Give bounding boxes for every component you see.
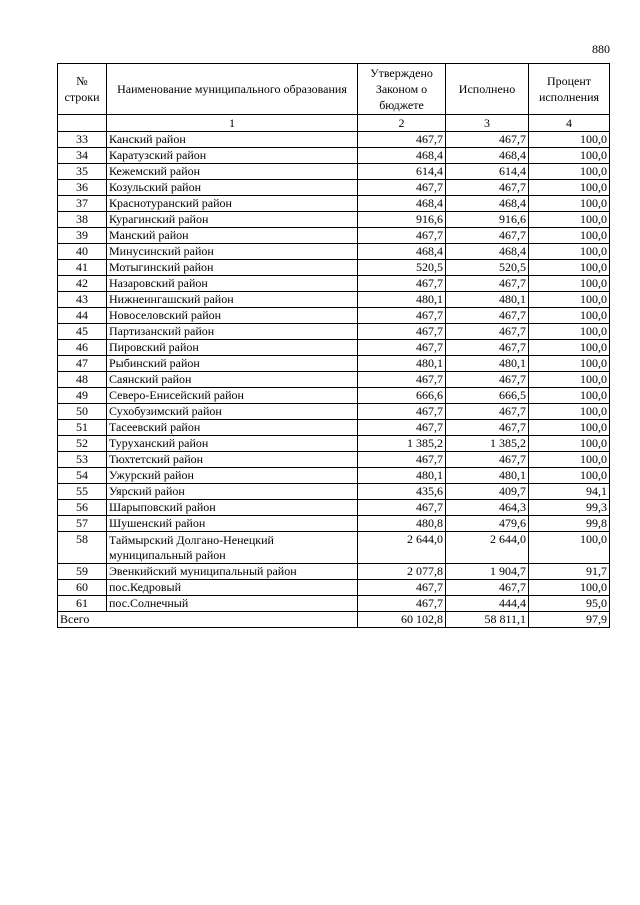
approved-value: 467,7 bbox=[358, 132, 446, 148]
table-row bbox=[58, 196, 610, 212]
approved-value: 467,7 bbox=[358, 420, 446, 436]
row-number: 51 bbox=[58, 420, 107, 436]
approved-value: 480,1 bbox=[358, 468, 446, 484]
row-number: 50 bbox=[58, 404, 107, 420]
table-row bbox=[58, 132, 610, 148]
executed-value: 480,1 bbox=[446, 468, 529, 484]
approved-value: 467,7 bbox=[358, 180, 446, 196]
approved-value: 467,7 bbox=[358, 340, 446, 356]
executed-value: 467,7 bbox=[446, 228, 529, 244]
column-number: 1 bbox=[107, 115, 358, 132]
table-row bbox=[58, 436, 610, 452]
column-number: 3 bbox=[446, 115, 529, 132]
municipality-name: Курагинский район bbox=[107, 212, 358, 228]
approved-value: 467,7 bbox=[358, 452, 446, 468]
row-number: 61 bbox=[58, 596, 107, 612]
approved-value: 2 077,8 bbox=[358, 564, 446, 580]
executed-value: 467,7 bbox=[446, 340, 529, 356]
percent-value: 100,0 bbox=[529, 324, 610, 340]
row-number: 37 bbox=[58, 196, 107, 212]
executed-value: 467,7 bbox=[446, 452, 529, 468]
table-row bbox=[58, 340, 610, 356]
table-row bbox=[58, 292, 610, 308]
municipality-name: пос.Солнечный bbox=[107, 596, 358, 612]
percent-value: 99,8 bbox=[529, 516, 610, 532]
row-number: 59 bbox=[58, 564, 107, 580]
row-number: 38 bbox=[58, 212, 107, 228]
table-row bbox=[58, 148, 610, 164]
percent-value: 100,0 bbox=[529, 436, 610, 452]
municipality-name: Назаровский район bbox=[107, 276, 358, 292]
executed-value: 409,7 bbox=[446, 484, 529, 500]
municipality-name: Шушенский район bbox=[107, 516, 358, 532]
row-number: 47 bbox=[58, 356, 107, 372]
municipality-name: Краснотуранский район bbox=[107, 196, 358, 212]
approved-value: 614,4 bbox=[358, 164, 446, 180]
executed-value: 468,4 bbox=[446, 244, 529, 260]
approved-value: 467,7 bbox=[358, 580, 446, 596]
executed-value: 916,6 bbox=[446, 212, 529, 228]
header-percent: Процент исполнения bbox=[529, 64, 610, 115]
column-numbers-row bbox=[58, 115, 610, 132]
table-row bbox=[58, 468, 610, 484]
row-number: 40 bbox=[58, 244, 107, 260]
percent-value: 100,0 bbox=[529, 372, 610, 388]
executed-value: 468,4 bbox=[446, 148, 529, 164]
row-number: 49 bbox=[58, 388, 107, 404]
page-number: 880 bbox=[592, 42, 610, 56]
percent-value: 100,0 bbox=[529, 196, 610, 212]
table-row bbox=[58, 404, 610, 420]
row-number: 53 bbox=[58, 452, 107, 468]
executed-value: 468,4 bbox=[446, 196, 529, 212]
executed-value: 467,7 bbox=[446, 324, 529, 340]
municipality-name: Эвенкийский муниципальный район bbox=[107, 564, 358, 580]
municipality-name: Шарыповский район bbox=[107, 500, 358, 516]
column-number-blank bbox=[58, 115, 107, 132]
approved-value: 480,1 bbox=[358, 356, 446, 372]
column-number: 2 bbox=[358, 115, 446, 132]
executed-value: 444,4 bbox=[446, 596, 529, 612]
executed-value: 666,5 bbox=[446, 388, 529, 404]
percent-value: 100,0 bbox=[529, 468, 610, 484]
table-row bbox=[58, 452, 610, 468]
approved-value: 467,7 bbox=[358, 500, 446, 516]
executed-value: 1 385,2 bbox=[446, 436, 529, 452]
table-row bbox=[58, 532, 610, 564]
row-number: 35 bbox=[58, 164, 107, 180]
municipality-name: Рыбинский район bbox=[107, 356, 358, 372]
row-number: 39 bbox=[58, 228, 107, 244]
header-row bbox=[58, 64, 610, 115]
municipality-name: Северо-Енисейский район bbox=[107, 388, 358, 404]
row-number: 54 bbox=[58, 468, 107, 484]
table-row bbox=[58, 372, 610, 388]
approved-value: 467,7 bbox=[358, 404, 446, 420]
municipality-name: Таймырский Долгано-Ненецкий муниципальный район bbox=[107, 532, 358, 564]
executed-value: 467,7 bbox=[446, 372, 529, 388]
executed-value: 467,7 bbox=[446, 276, 529, 292]
total-approved: 60 102,8 bbox=[358, 612, 446, 628]
municipality-name: Мотыгинский район bbox=[107, 260, 358, 276]
executed-value: 467,7 bbox=[446, 580, 529, 596]
percent-value: 100,0 bbox=[529, 228, 610, 244]
percent-value: 94,1 bbox=[529, 484, 610, 500]
total-percent: 97,9 bbox=[529, 612, 610, 628]
municipality-name: Тасеевский район bbox=[107, 420, 358, 436]
table-row bbox=[58, 212, 610, 228]
table-row bbox=[58, 276, 610, 292]
percent-value: 100,0 bbox=[529, 148, 610, 164]
municipality-name: Канский район bbox=[107, 132, 358, 148]
approved-value: 520,5 bbox=[358, 260, 446, 276]
table-row bbox=[58, 516, 610, 532]
municipality-name: Нижнеингашский район bbox=[107, 292, 358, 308]
table-body bbox=[58, 132, 610, 628]
percent-value: 100,0 bbox=[529, 452, 610, 468]
row-number: 58 bbox=[58, 532, 107, 564]
row-number: 44 bbox=[58, 308, 107, 324]
table-row bbox=[58, 244, 610, 260]
table-row bbox=[58, 356, 610, 372]
municipality-name: Тюхтетский район bbox=[107, 452, 358, 468]
municipality-name: пос.Кедровый bbox=[107, 580, 358, 596]
table-row bbox=[58, 500, 610, 516]
municipality-name: Саянский район bbox=[107, 372, 358, 388]
approved-value: 1 385,2 bbox=[358, 436, 446, 452]
row-number: 56 bbox=[58, 500, 107, 516]
percent-value: 100,0 bbox=[529, 580, 610, 596]
municipality-name: Козульский район bbox=[107, 180, 358, 196]
municipality-name: Уярский район bbox=[107, 484, 358, 500]
column-number: 4 bbox=[529, 115, 610, 132]
row-number: 45 bbox=[58, 324, 107, 340]
header-municipality-name: Наименование муниципального образования bbox=[107, 64, 358, 115]
percent-value: 100,0 bbox=[529, 244, 610, 260]
approved-value: 666,6 bbox=[358, 388, 446, 404]
header-approved: Утверждено Законом о бюджете bbox=[358, 64, 446, 115]
approved-value: 480,1 bbox=[358, 292, 446, 308]
percent-value: 100,0 bbox=[529, 532, 610, 564]
percent-value: 100,0 bbox=[529, 308, 610, 324]
total-row bbox=[58, 612, 610, 628]
approved-value: 2 644,0 bbox=[358, 532, 446, 564]
row-number: 33 bbox=[58, 132, 107, 148]
percent-value: 100,0 bbox=[529, 404, 610, 420]
executed-value: 467,7 bbox=[446, 132, 529, 148]
percent-value: 99,3 bbox=[529, 500, 610, 516]
percent-value: 91,7 bbox=[529, 564, 610, 580]
approved-value: 467,7 bbox=[358, 308, 446, 324]
approved-value: 467,7 bbox=[358, 324, 446, 340]
approved-value: 468,4 bbox=[358, 196, 446, 212]
percent-value: 100,0 bbox=[529, 292, 610, 308]
percent-value: 100,0 bbox=[529, 132, 610, 148]
row-number: 52 bbox=[58, 436, 107, 452]
table-row bbox=[58, 420, 610, 436]
executed-value: 520,5 bbox=[446, 260, 529, 276]
executed-value: 467,7 bbox=[446, 420, 529, 436]
row-number: 55 bbox=[58, 484, 107, 500]
executed-value: 480,1 bbox=[446, 292, 529, 308]
percent-value: 100,0 bbox=[529, 212, 610, 228]
municipality-name: Кежемский район bbox=[107, 164, 358, 180]
table-row bbox=[58, 228, 610, 244]
approved-value: 480,8 bbox=[358, 516, 446, 532]
executed-value: 1 904,7 bbox=[446, 564, 529, 580]
executed-value: 614,4 bbox=[446, 164, 529, 180]
table-row bbox=[58, 388, 610, 404]
row-number: 42 bbox=[58, 276, 107, 292]
executed-value: 2 644,0 bbox=[446, 532, 529, 564]
percent-value: 100,0 bbox=[529, 260, 610, 276]
percent-value: 100,0 bbox=[529, 180, 610, 196]
percent-value: 100,0 bbox=[529, 164, 610, 180]
approved-value: 467,7 bbox=[358, 276, 446, 292]
municipality-name: Пировский район bbox=[107, 340, 358, 356]
table-row bbox=[58, 308, 610, 324]
percent-value: 95,0 bbox=[529, 596, 610, 612]
executed-value: 467,7 bbox=[446, 308, 529, 324]
row-number: 46 bbox=[58, 340, 107, 356]
row-number: 57 bbox=[58, 516, 107, 532]
total-label: Всего bbox=[58, 612, 358, 628]
header-executed: Исполнено bbox=[446, 64, 529, 115]
municipality-name: Новоселовский район bbox=[107, 308, 358, 324]
approved-value: 468,4 bbox=[358, 148, 446, 164]
approved-value: 467,7 bbox=[358, 596, 446, 612]
municipality-name: Туруханский район bbox=[107, 436, 358, 452]
municipality-name: Ужурский район bbox=[107, 468, 358, 484]
row-number: 48 bbox=[58, 372, 107, 388]
executed-value: 467,7 bbox=[446, 180, 529, 196]
table-row bbox=[58, 484, 610, 500]
row-number: 34 bbox=[58, 148, 107, 164]
approved-value: 468,4 bbox=[358, 244, 446, 260]
table-row bbox=[58, 180, 610, 196]
executed-value: 480,1 bbox=[446, 356, 529, 372]
header-row-number: № строки bbox=[58, 64, 107, 115]
table-row bbox=[58, 564, 610, 580]
executed-value: 479,6 bbox=[446, 516, 529, 532]
table-row bbox=[58, 324, 610, 340]
table-row bbox=[58, 580, 610, 596]
percent-value: 100,0 bbox=[529, 276, 610, 292]
percent-value: 100,0 bbox=[529, 420, 610, 436]
row-number: 60 bbox=[58, 580, 107, 596]
percent-value: 100,0 bbox=[529, 388, 610, 404]
total-executed: 58 811,1 bbox=[446, 612, 529, 628]
percent-value: 100,0 bbox=[529, 340, 610, 356]
approved-value: 916,6 bbox=[358, 212, 446, 228]
executed-value: 464,3 bbox=[446, 500, 529, 516]
table-row bbox=[58, 260, 610, 276]
table-row bbox=[58, 596, 610, 612]
municipality-name: Сухобузимский район bbox=[107, 404, 358, 420]
municipality-name: Каратузский район bbox=[107, 148, 358, 164]
municipality-name: Манский район bbox=[107, 228, 358, 244]
approved-value: 467,7 bbox=[358, 372, 446, 388]
row-number: 43 bbox=[58, 292, 107, 308]
municipality-name: Партизанский район bbox=[107, 324, 358, 340]
percent-value: 100,0 bbox=[529, 356, 610, 372]
row-number: 36 bbox=[58, 180, 107, 196]
row-number: 41 bbox=[58, 260, 107, 276]
budget-table bbox=[57, 63, 610, 628]
table-row bbox=[58, 164, 610, 180]
approved-value: 467,7 bbox=[358, 228, 446, 244]
approved-value: 435,6 bbox=[358, 484, 446, 500]
municipality-name: Минусинский район bbox=[107, 244, 358, 260]
executed-value: 467,7 bbox=[446, 404, 529, 420]
